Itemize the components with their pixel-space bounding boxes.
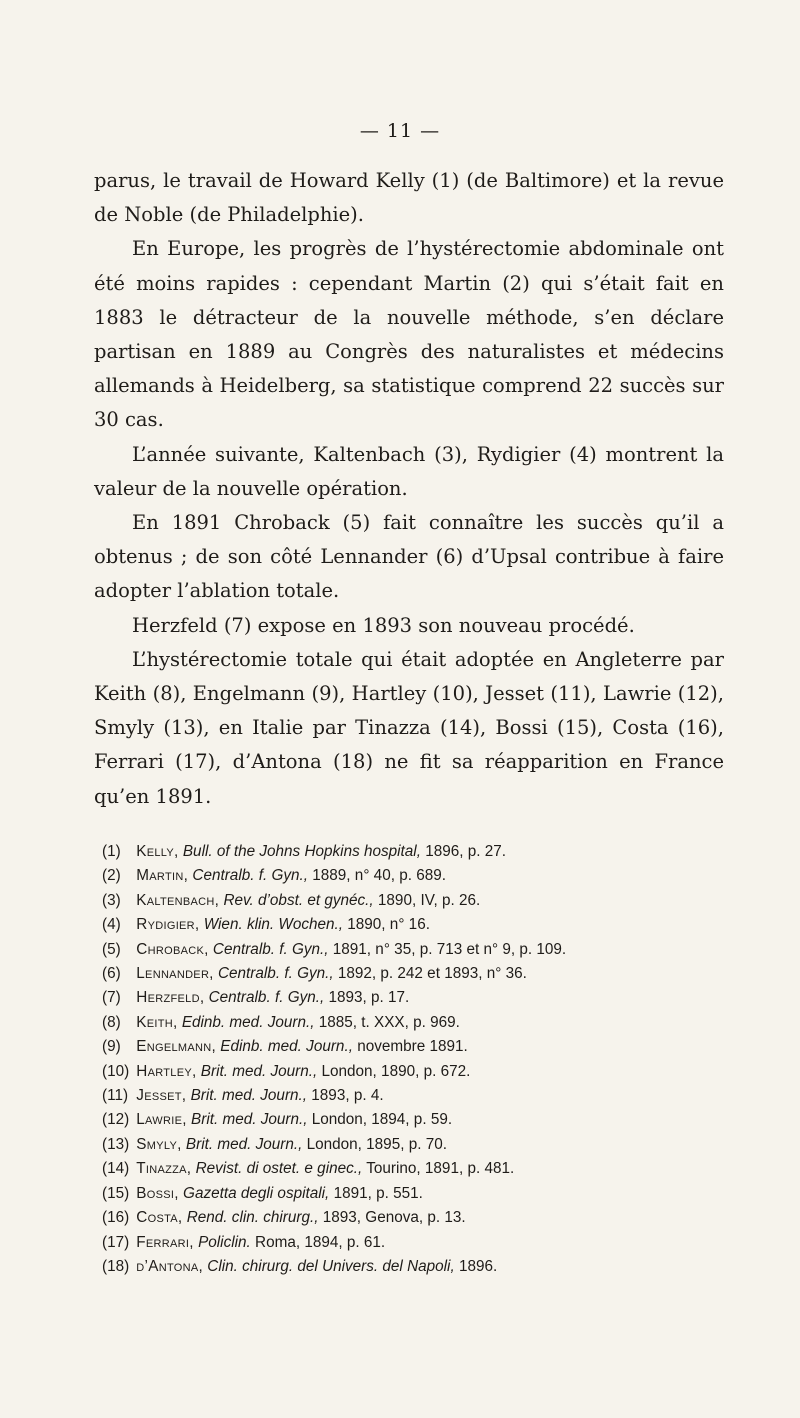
footnote: [102, 1182, 742, 1206]
footnote: [102, 1011, 742, 1035]
footnote-number: (11): [102, 1087, 129, 1105]
footnote-journal: Gazetta degli ospitali,: [183, 1184, 330, 1202]
footnote-details: Roma, 1894, p. 61.: [255, 1233, 386, 1251]
paragraph: Herzfeld (7) expose en 1893 son nouveau procédé.: [132, 613, 635, 637]
footnote-author: Kelly,: [136, 843, 179, 860]
footnote-number: (4): [102, 916, 121, 934]
footnote: [102, 840, 742, 864]
footnote: [102, 1060, 742, 1084]
footnote-journal: Brit. med. Journ.,: [190, 1087, 308, 1105]
footnote-author: Ferrari,: [136, 1233, 194, 1251]
footnote-details: London, 1890, p. 672.: [321, 1062, 471, 1080]
footnote-author: Lawrie,: [136, 1111, 187, 1129]
footnote-number: (12): [102, 1111, 130, 1129]
footnote-author: Herzfeld,: [136, 989, 205, 1007]
footnote-author: Chroback,: [136, 940, 209, 958]
footnote-details: 1892, p. 242 et 1893, n° 36.: [337, 965, 527, 983]
footnote-number: (6): [102, 965, 121, 983]
footnote-details: 1896.: [458, 1257, 498, 1275]
footnote-details: 1890, IV, p. 26.: [377, 891, 481, 909]
footnote-details: 1885, t. XXX, p. 969.: [318, 1013, 460, 1031]
footnote-number: (2): [102, 867, 121, 885]
footnote: [102, 864, 742, 888]
footnote-details: 1893, Genova, p. 13.: [322, 1209, 466, 1227]
footnote-author: Engelmann,: [136, 1038, 217, 1056]
page-number: — 11 —: [359, 120, 441, 142]
footnote-journal: Centralb. f. Gyn.,: [208, 989, 325, 1007]
footnote: [102, 913, 742, 937]
footnote-author: Costa,: [136, 1209, 183, 1227]
footnote-author: Bossi,: [136, 1184, 179, 1202]
footnote-author: Kaltenbach,: [136, 891, 220, 909]
footnote: [102, 1108, 742, 1132]
footnote-details: 1893, p. 17.: [328, 989, 410, 1007]
footnote-journal: Policlin.: [198, 1233, 251, 1251]
footnote-journal: Brit. med. Journ.,: [191, 1111, 308, 1129]
footnote-number: (1): [102, 843, 121, 860]
paragraph: En Europe, les progrès de l’hystérectomie abdominale ont été moins rapides : cependant Martin (2) qui s’était fait en 1883 le détracteur de la nouvelle méthode, s’en déclare partisan en 1889 au Congrès des naturalistes et médecins allemands à Heidelberg, sa statistique comprend 22 succès sur 30 cas.: [94, 237, 724, 432]
footnote-number: (7): [102, 989, 121, 1007]
footnote-number: (9): [102, 1038, 121, 1056]
footnote-journal: Centralb. f. Gyn.,: [192, 867, 309, 885]
body-text: [94, 164, 724, 814]
footnote: [102, 962, 742, 986]
footnote-number: (8): [102, 1013, 121, 1031]
footnote-journal: Rend. clin. chirurg.,: [186, 1209, 319, 1227]
footnote-details: 1893, p. 4.: [311, 1087, 384, 1105]
footnote: [102, 889, 742, 913]
footnote-author: Lennander,: [136, 965, 214, 983]
footnote-journal: Revist. di ostet. e ginec.,: [195, 1160, 363, 1178]
footnote-details: Tourino, 1891, p. 481.: [366, 1160, 515, 1178]
footnote-author: Tinazza,: [136, 1160, 192, 1178]
footnote: [102, 1206, 742, 1230]
footnote: [102, 986, 742, 1010]
footnote-journal: Edinb. med. Journ.,: [181, 1013, 315, 1031]
footnote: [102, 1231, 742, 1255]
footnote-author: d’Antona,: [136, 1257, 204, 1275]
footnote-number: (15): [102, 1184, 130, 1202]
footnotes: [102, 840, 742, 1279]
footnote-number: (10): [102, 1062, 130, 1080]
footnote-details: London, 1894, p. 59.: [311, 1111, 453, 1129]
footnote-author: Smyly,: [136, 1135, 182, 1153]
footnote-author: Martin,: [136, 867, 189, 885]
footnote-number: (14): [102, 1160, 130, 1178]
paragraph: En 1891 Chroback (5) fait connaître les succès qu’il a obtenus ; de son côté Lennander (6) d’Upsal contribue à faire adopter l’ablation totale.: [94, 511, 724, 603]
paragraph: L’année suivante, Kaltenbach (3), Rydigier (4) montrent la valeur de la nouvelle opération.: [94, 442, 724, 500]
paragraph: L’hystérectomie totale qui était adoptée en Angleterre par Keith (8), Engelmann (9), Hartley (10), Jesset (11), Lawrie (12), Smyly (13), en Italie par Tinazza (14), Bossi (15), Costa (16), Ferrari (17), d’Antona (18) ne fit sa réapparition en France qu’en 1891.: [94, 647, 724, 808]
footnote: [102, 1133, 742, 1157]
footnote-author: Rydigier,: [136, 916, 200, 934]
footnote-number: (17): [102, 1233, 130, 1251]
footnote-author: Keith,: [136, 1013, 178, 1031]
footnote-journal: Brit. med. Journ.,: [185, 1135, 303, 1153]
footnote-author: Hartley,: [136, 1062, 197, 1080]
footnote-details: novembre 1891.: [357, 1038, 468, 1056]
footnote-details: London, 1895, p. 70.: [306, 1135, 447, 1153]
footnote: [102, 1157, 742, 1181]
footnote-details: 1891, p. 551.: [333, 1184, 423, 1202]
footnote-number: (13): [102, 1135, 130, 1153]
footnote-author: Jesset,: [136, 1087, 187, 1105]
footnote-journal: Brit. med. Journ.,: [200, 1062, 318, 1080]
footnote-journal: Bull. of the Johns Hopkins hospital,: [182, 843, 421, 860]
footnote-journal: Centralb. f. Gyn.,: [212, 940, 329, 958]
footnote-details: 1890, n° 16.: [347, 916, 430, 934]
footnote: [102, 1084, 742, 1108]
footnote-journal: Centralb. f. Gyn.,: [218, 965, 334, 983]
footnote-details: 1891, n° 35, p. 713 et n° 9, p. 109.: [332, 940, 567, 958]
footnote: [102, 1255, 742, 1279]
footnote-journal: Rev. d’obst. et gynéc.,: [223, 891, 374, 909]
footnote-number: (3): [102, 891, 121, 909]
footnote-details: 1896, p. 27.: [425, 843, 507, 860]
footnote: [102, 938, 742, 962]
footnote-number: (5): [102, 940, 121, 958]
paragraph: parus, le travail de Howard Kelly (1) (de Baltimore) et la revue de Noble (de Philadelphie).: [94, 169, 724, 227]
footnote-number: (16): [102, 1209, 130, 1227]
footnote-number: (18): [102, 1257, 130, 1275]
footnote-details: 1889, n° 40, p. 689.: [312, 867, 446, 885]
footnote-journal: Edinb. med. Journ.,: [220, 1038, 353, 1056]
footnote-journal: Clin. chirurg. del Univers. del Napoli,: [207, 1257, 455, 1275]
footnote-journal: Wien. klin. Wochen.,: [203, 916, 344, 934]
footnote: [102, 1035, 742, 1059]
